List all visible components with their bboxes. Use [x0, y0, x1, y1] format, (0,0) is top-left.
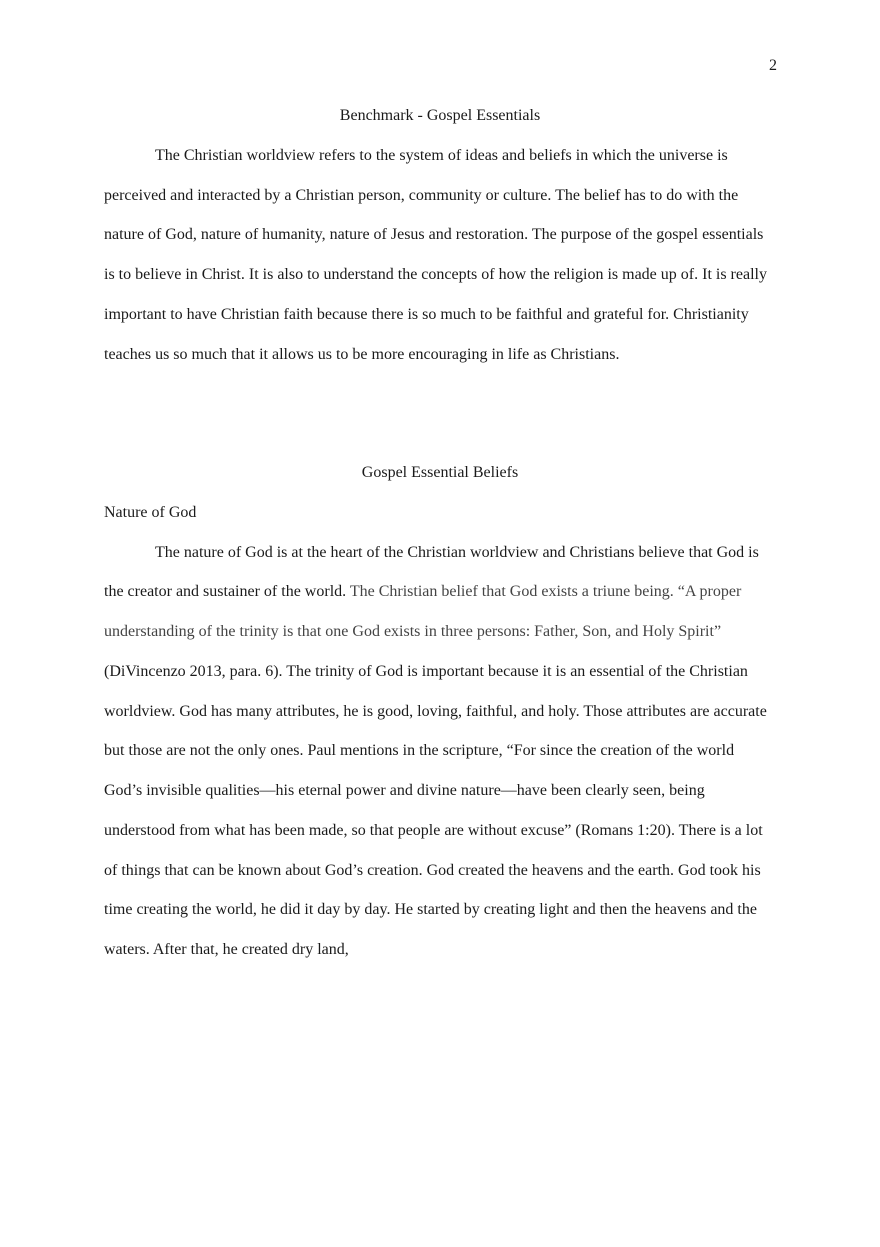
- page-number: 2: [769, 57, 777, 74]
- intro-paragraph: The Christian worldview refers to the system of ideas and beliefs in which the universe is perceived and interacted by a Christian person, community or culture. The belief has to do with the nature of God, nature of humanity, nature of Jesus and restoration. The purpose of the gospel essentials is to believe in Christ. It is also to understand the concepts of how the religion is made up of. It is really important to have Christian faith because there is so much to be faithful and grateful for. Christianity teaches us so much that it allows us to be more encouraging in life as Christians.: [104, 146, 767, 363]
- quoted-passage: The Christian belief that God exists a triune being. “A proper understanding of the trinity is that one God exists in three persons: Father, Son, and Holy Spirit”: [104, 583, 742, 640]
- document-title: Benchmark - Gospel Essentials: [339, 107, 541, 124]
- subsection-heading: Nature of God: [104, 503, 197, 521]
- section-heading: Gospel Essential Beliefs: [361, 464, 519, 481]
- beliefs-section: [104, 453, 776, 970]
- paragraph-text-start: The nature of God is at the heart of the Christian worldview and Christians believe that God is the creator and sustainer of the world.: [104, 543, 759, 601]
- intro-section: [104, 96, 776, 374]
- paragraph-text-end: (DiVincenzo 2013, para. 6). The trinity of God is important because it is an essential of the Christian worldview. God has many attributes, he is good, loving, faithful, and holy. Those attributes are accurate but those are not the only ones. Paul mentions in the scripture, “For since the creation of the world God’s invisible qualities—his eternal power and divine nature—have been clearly seen, being understood from what has been made, so that people are without excuse” (Romans 1:20). There is a lot of things that can be known about God’s creation. God created the heavens and the earth. God took his time creating the world, he did it day by day. He started by creating light and then the heavens and the waters. After that, he created dry land,: [104, 662, 767, 958]
- nature-of-god-paragraph: [104, 533, 776, 970]
